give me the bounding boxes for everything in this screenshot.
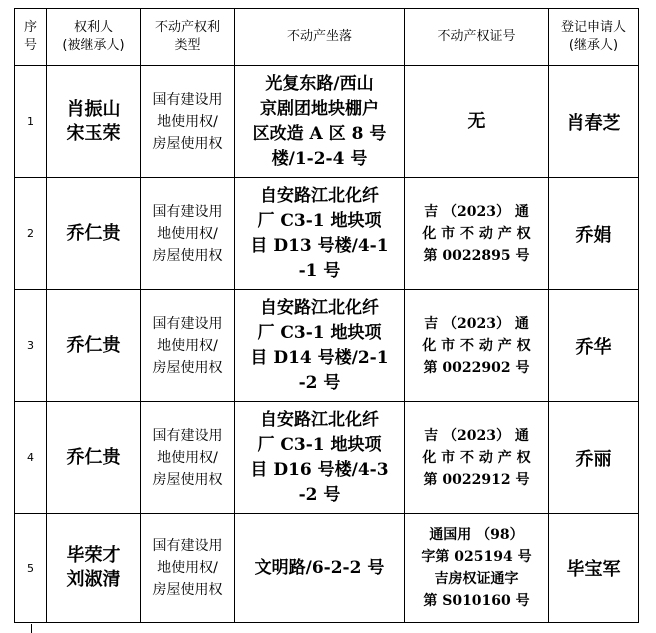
owner-cell: 乔仁贵 bbox=[47, 402, 141, 514]
cert-no-cell: 通国用 （98） 字第 025194 号 吉房权证通字 第 S010160 号 bbox=[405, 514, 549, 623]
header-location: 不动产坐落 bbox=[235, 9, 405, 66]
registration-table bbox=[14, 8, 639, 623]
seq-cell: 1 bbox=[15, 66, 47, 178]
table-row bbox=[15, 402, 639, 514]
header-cert-no: 不动产权证号 bbox=[405, 9, 549, 66]
right-type-cell: 国有建设用 地使用权/ 房屋使用权 bbox=[141, 514, 235, 623]
applicant-cell: 乔丽 bbox=[549, 402, 639, 514]
seq-cell: 2 bbox=[15, 178, 47, 290]
cert-no-cell: 吉 （2023） 通 化 市 不 动 产 权 第 0022895 号 bbox=[405, 178, 549, 290]
applicant-cell: 乔华 bbox=[549, 290, 639, 402]
table-row bbox=[15, 290, 639, 402]
cert-no-cell: 无 bbox=[405, 66, 549, 178]
header-owner: 权利人 (被继承人) bbox=[47, 9, 141, 66]
text-cursor bbox=[31, 624, 32, 633]
seq-cell: 4 bbox=[15, 402, 47, 514]
location-cell: 光复东路/西山 京剧团地块棚户 区改造 A 区 8 号 楼/1-2-4 号 bbox=[235, 66, 405, 178]
applicant-cell: 毕宝军 bbox=[549, 514, 639, 623]
table-row bbox=[15, 66, 639, 178]
cert-no-cell: 吉 （2023） 通 化 市 不 动 产 权 第 0022912 号 bbox=[405, 402, 549, 514]
header-seq: 序 号 bbox=[15, 9, 47, 66]
right-type-cell: 国有建设用 地使用权/ 房屋使用权 bbox=[141, 290, 235, 402]
location-cell: 自安路江北化纤 厂 C3-1 地块项 目 D13 号楼/4-1 -1 号 bbox=[235, 178, 405, 290]
location-cell: 文明路/6-2-2 号 bbox=[235, 514, 405, 623]
table-row bbox=[15, 514, 639, 623]
seq-cell: 3 bbox=[15, 290, 47, 402]
header-applicant: 登记申请人 (继承人) bbox=[549, 9, 639, 66]
applicant-cell: 乔娟 bbox=[549, 178, 639, 290]
applicant-cell: 肖春芝 bbox=[549, 66, 639, 178]
location-cell: 自安路江北化纤 厂 C3-1 地块项 目 D14 号楼/2-1 -2 号 bbox=[235, 290, 405, 402]
table-row bbox=[15, 178, 639, 290]
owner-cell: 肖振山 宋玉荣 bbox=[47, 66, 141, 178]
right-type-cell: 国有建设用 地使用权/ 房屋使用权 bbox=[141, 66, 235, 178]
header-right-type: 不动产权利 类型 bbox=[141, 9, 235, 66]
owner-cell: 乔仁贵 bbox=[47, 290, 141, 402]
owner-cell: 乔仁贵 bbox=[47, 178, 141, 290]
cert-no-cell: 吉 （2023） 通 化 市 不 动 产 权 第 0022902 号 bbox=[405, 290, 549, 402]
seq-cell: 5 bbox=[15, 514, 47, 623]
header-row bbox=[15, 9, 639, 66]
location-cell: 自安路江北化纤 厂 C3-1 地块项 目 D16 号楼/4-3 -2 号 bbox=[235, 402, 405, 514]
right-type-cell: 国有建设用 地使用权/ 房屋使用权 bbox=[141, 178, 235, 290]
right-type-cell: 国有建设用 地使用权/ 房屋使用权 bbox=[141, 402, 235, 514]
owner-cell: 毕荣才 刘淑清 bbox=[47, 514, 141, 623]
